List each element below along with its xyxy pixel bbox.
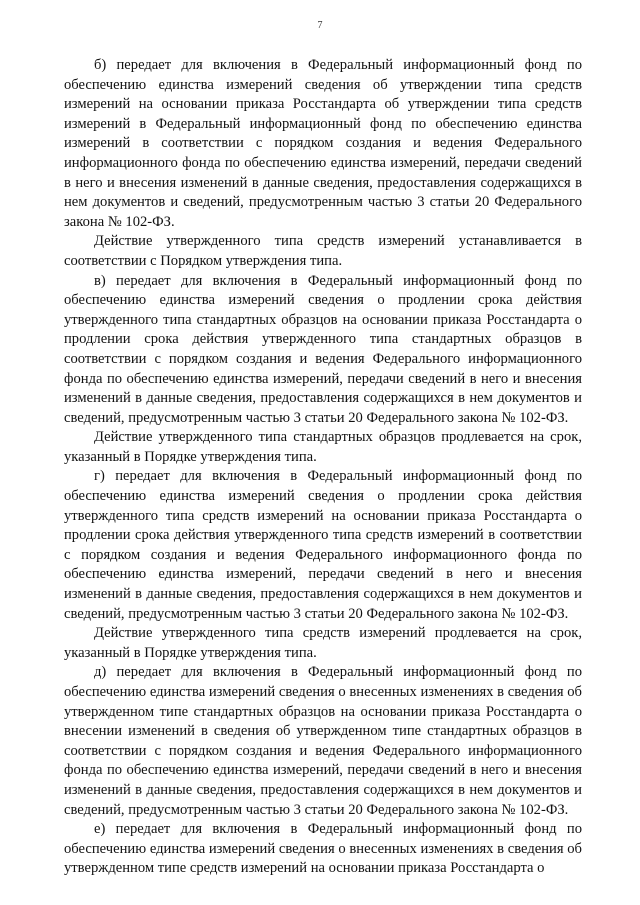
paragraph-g-note: Действие утвержденного типа средств измерений продлевается на срок, указанный в Порядке утверждения типа. [64,625,582,661]
paragraph-b-note: Действие утвержденного типа средств измерений устанавливается в соответствии с Порядком утверждения типа. [64,233,582,269]
document-body [64,56,582,879]
paragraph-e: е) передает для включения в Федеральный информационный фонд по обеспечению единства измерений сведения о внесенных изменениях в сведения об утвержденном типе средств измерений на основании приказа Росстандарта о [64,821,582,877]
paragraph-v: в) передает для включения в Федеральный информационный фонд по обеспечению единства измерений сведения о продлении срока действия утвержденного типа стандартных образцов на основании приказа Росстандарта о продлении срока действия утвержденного типа стандартных образцов в соответствии с порядком создания и ведения Федерального информационного фонда по обеспечению единства измерений, передачи сведений в него и внесения изменений в данные сведения, предоставления содержащихся в нем документов и сведений, предусмотренным частью 3 статьи 20 Федерального закона № 102-ФЗ. [64,272,582,426]
paragraph-g: г) передает для включения в Федеральный информационный фонд по обеспечению единства измерений сведения о продлении срока действия утвержденного типа средств измерений на основании приказа Росстандарта о продлении срока действия утвержденного типа средств измерений в соответствии с порядком создания и ведения Федерального информационного фонда по обеспечению единства измерений, передачи сведений в него и внесения изменений в данные сведения, предоставления содержащихся в нем документов и сведений, предусмотренным частью 3 статьи 20 Федерального закона № 102-ФЗ. [64,468,582,622]
page-number: 7 [317,20,323,31]
paragraph-d: д) передает для включения в Федеральный информационный фонд по обеспечению единства измерений сведения о внесенных изменениях в сведения об утвержденном типе стандартных образцов на основании приказа Росстандарта о внесении изменений в сведения об утвержденном типе стандартных образцов в соответствии с порядком создания и ведения Федерального информационного фонда по обеспечению единства измерений, передачи сведений в него и внесения изменений в данные сведения, предоставления содержащихся в нем документов и сведений, предусмотренным частью 3 статьи 20 Федерального закона № 102-ФЗ. [64,664,582,818]
paragraph-b: б) передает для включения в Федеральный информационный фонд по обеспечению единства измерений сведения об утверждении типа средств измерений на основании приказа Росстандарта об утверждении типа средств измерений в Федеральный информационный фонд по обеспечению единства измерений в соответствии с порядком создания и ведения Федерального информационного фонда по обеспечению единства измерений, передачи сведений в него и внесения изменений в данные сведения, предоставления содержащихся в нем документов и сведений, предусмотренным частью 3 статьи 20 Федерального закона № 102-ФЗ. [64,57,582,230]
paragraph-v-note: Действие утвержденного типа стандартных образцов продлевается на срок, указанный в Порядке утверждения типа. [64,429,582,465]
